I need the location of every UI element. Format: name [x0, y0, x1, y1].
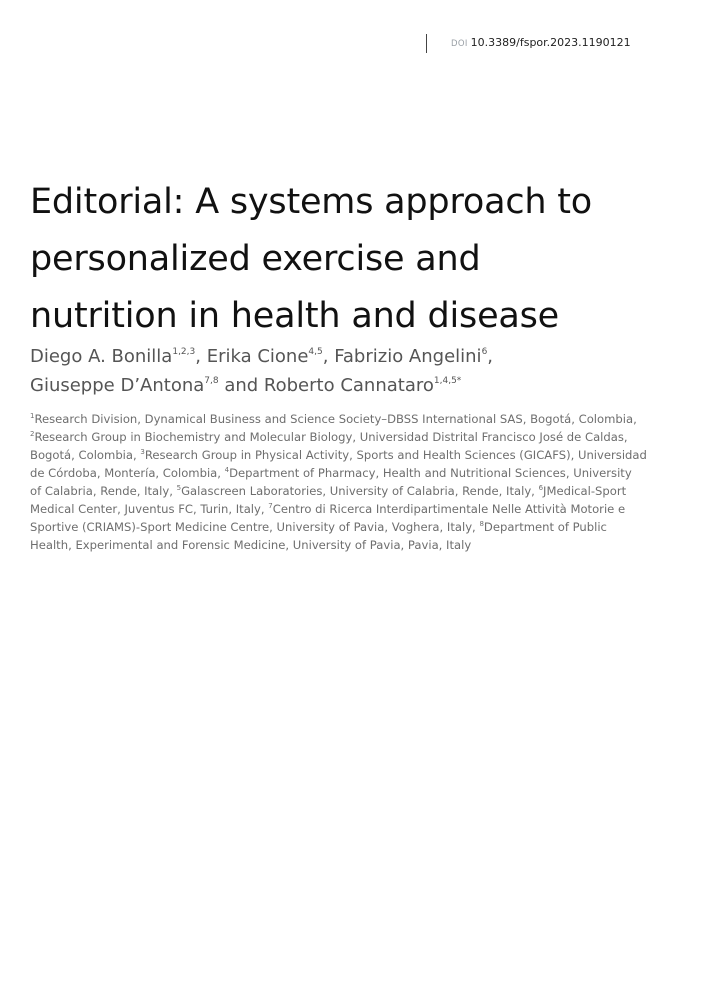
doi-link[interactable]: 10.3389/fspor.2023.1190121 — [470, 36, 631, 49]
affiliation-text: Department of Public — [483, 520, 607, 534]
affiliation-marker: 6 — [538, 484, 544, 492]
doi-label: DOI — [451, 39, 468, 49]
affiliation-text: Health, Experimental and Forensic Medicine, University of Pavia, Pavia, Italy — [30, 538, 472, 552]
affiliation-line — [30, 428, 682, 446]
author-affiliation-marker: 1,2,3 — [172, 347, 196, 357]
author-separator: and — [218, 375, 264, 396]
author-list — [30, 342, 700, 400]
affiliation-marker: 5 — [176, 484, 182, 492]
affiliation-line — [30, 464, 682, 482]
affiliation-marker: 2 — [30, 430, 35, 438]
author-name[interactable]: Fabrizio Angelini — [334, 346, 482, 367]
author-name[interactable]: Diego A. Bonilla — [30, 346, 173, 367]
title-line: personalized exercise and — [30, 239, 481, 279]
author-separator: , — [195, 346, 207, 367]
affiliation-text: Research Group in Physical Activity, Sports and Health Sciences (GICAFS), Universidad — [144, 448, 647, 462]
affiliation-text: de Córdoba, Montería, Colombia, — [30, 466, 225, 480]
affiliation-text: Galascreen Laboratories, University of Calabria, Rende, Italy, — [181, 484, 539, 498]
affiliation-text: JMedical-Sport — [543, 484, 627, 498]
affiliation-text: Medical Center, Juventus FC, Turin, Italy, — [30, 502, 269, 516]
article-title — [30, 174, 700, 345]
author-name[interactable]: Erika Cione — [206, 346, 309, 367]
doi-line — [451, 36, 631, 49]
author-affiliation-marker: 7,8 — [204, 376, 219, 386]
affiliation-marker: 4 — [224, 466, 230, 474]
affiliations — [30, 410, 682, 554]
author-name[interactable]: Roberto Cannataro — [263, 375, 434, 396]
author-affiliation-marker: 4,5 — [308, 347, 323, 357]
author-line — [30, 371, 700, 400]
affiliation-text: Research Division, Dynamical Business and Science Society–DBSS International SAS, Bogotá, Colombia, — [34, 412, 637, 426]
affiliation-marker: 7 — [268, 502, 273, 510]
author-affiliation-marker: 6 — [481, 347, 488, 357]
affiliation-text: Department of Pharmacy, Health and Nutritional Sciences, University — [229, 466, 632, 480]
author-separator: , — [487, 346, 494, 367]
affiliation-line — [30, 500, 682, 518]
affiliation-text: Sportive (CRIAMS)-Sport Medicine Centre, University of Pavia, Voghera, Italy, — [30, 520, 480, 534]
affiliation-line — [30, 446, 682, 464]
author-line — [30, 342, 700, 371]
author-name[interactable]: Giuseppe D’Antona — [30, 375, 205, 396]
header-divider — [426, 34, 427, 53]
author-separator: , — [322, 346, 335, 367]
affiliation-marker: 1 — [30, 412, 35, 420]
affiliation-text: Research Group in Biochemistry and Molecular Biology, Universidad Distrital Francisco José de Caldas, — [34, 430, 628, 444]
affiliation-text: Bogotá, Colombia, — [30, 448, 141, 462]
affiliation-text: of Calabria, Rende, Italy, — [30, 484, 177, 498]
affiliation-text: Centro di Ricerca Interdipartimentale Nelle Attività Motorie e — [272, 502, 626, 516]
affiliation-marker: 3 — [140, 448, 145, 456]
title-line: nutrition in health and disease — [30, 296, 560, 336]
affiliation-line — [30, 410, 682, 428]
author-affiliation-marker: 1,4,5* — [433, 376, 462, 386]
affiliation-line — [30, 482, 682, 500]
title-line: Editorial: A systems approach to — [30, 182, 593, 222]
affiliation-line — [30, 536, 682, 554]
affiliation-line — [30, 518, 682, 536]
affiliation-marker: 8 — [479, 520, 484, 528]
